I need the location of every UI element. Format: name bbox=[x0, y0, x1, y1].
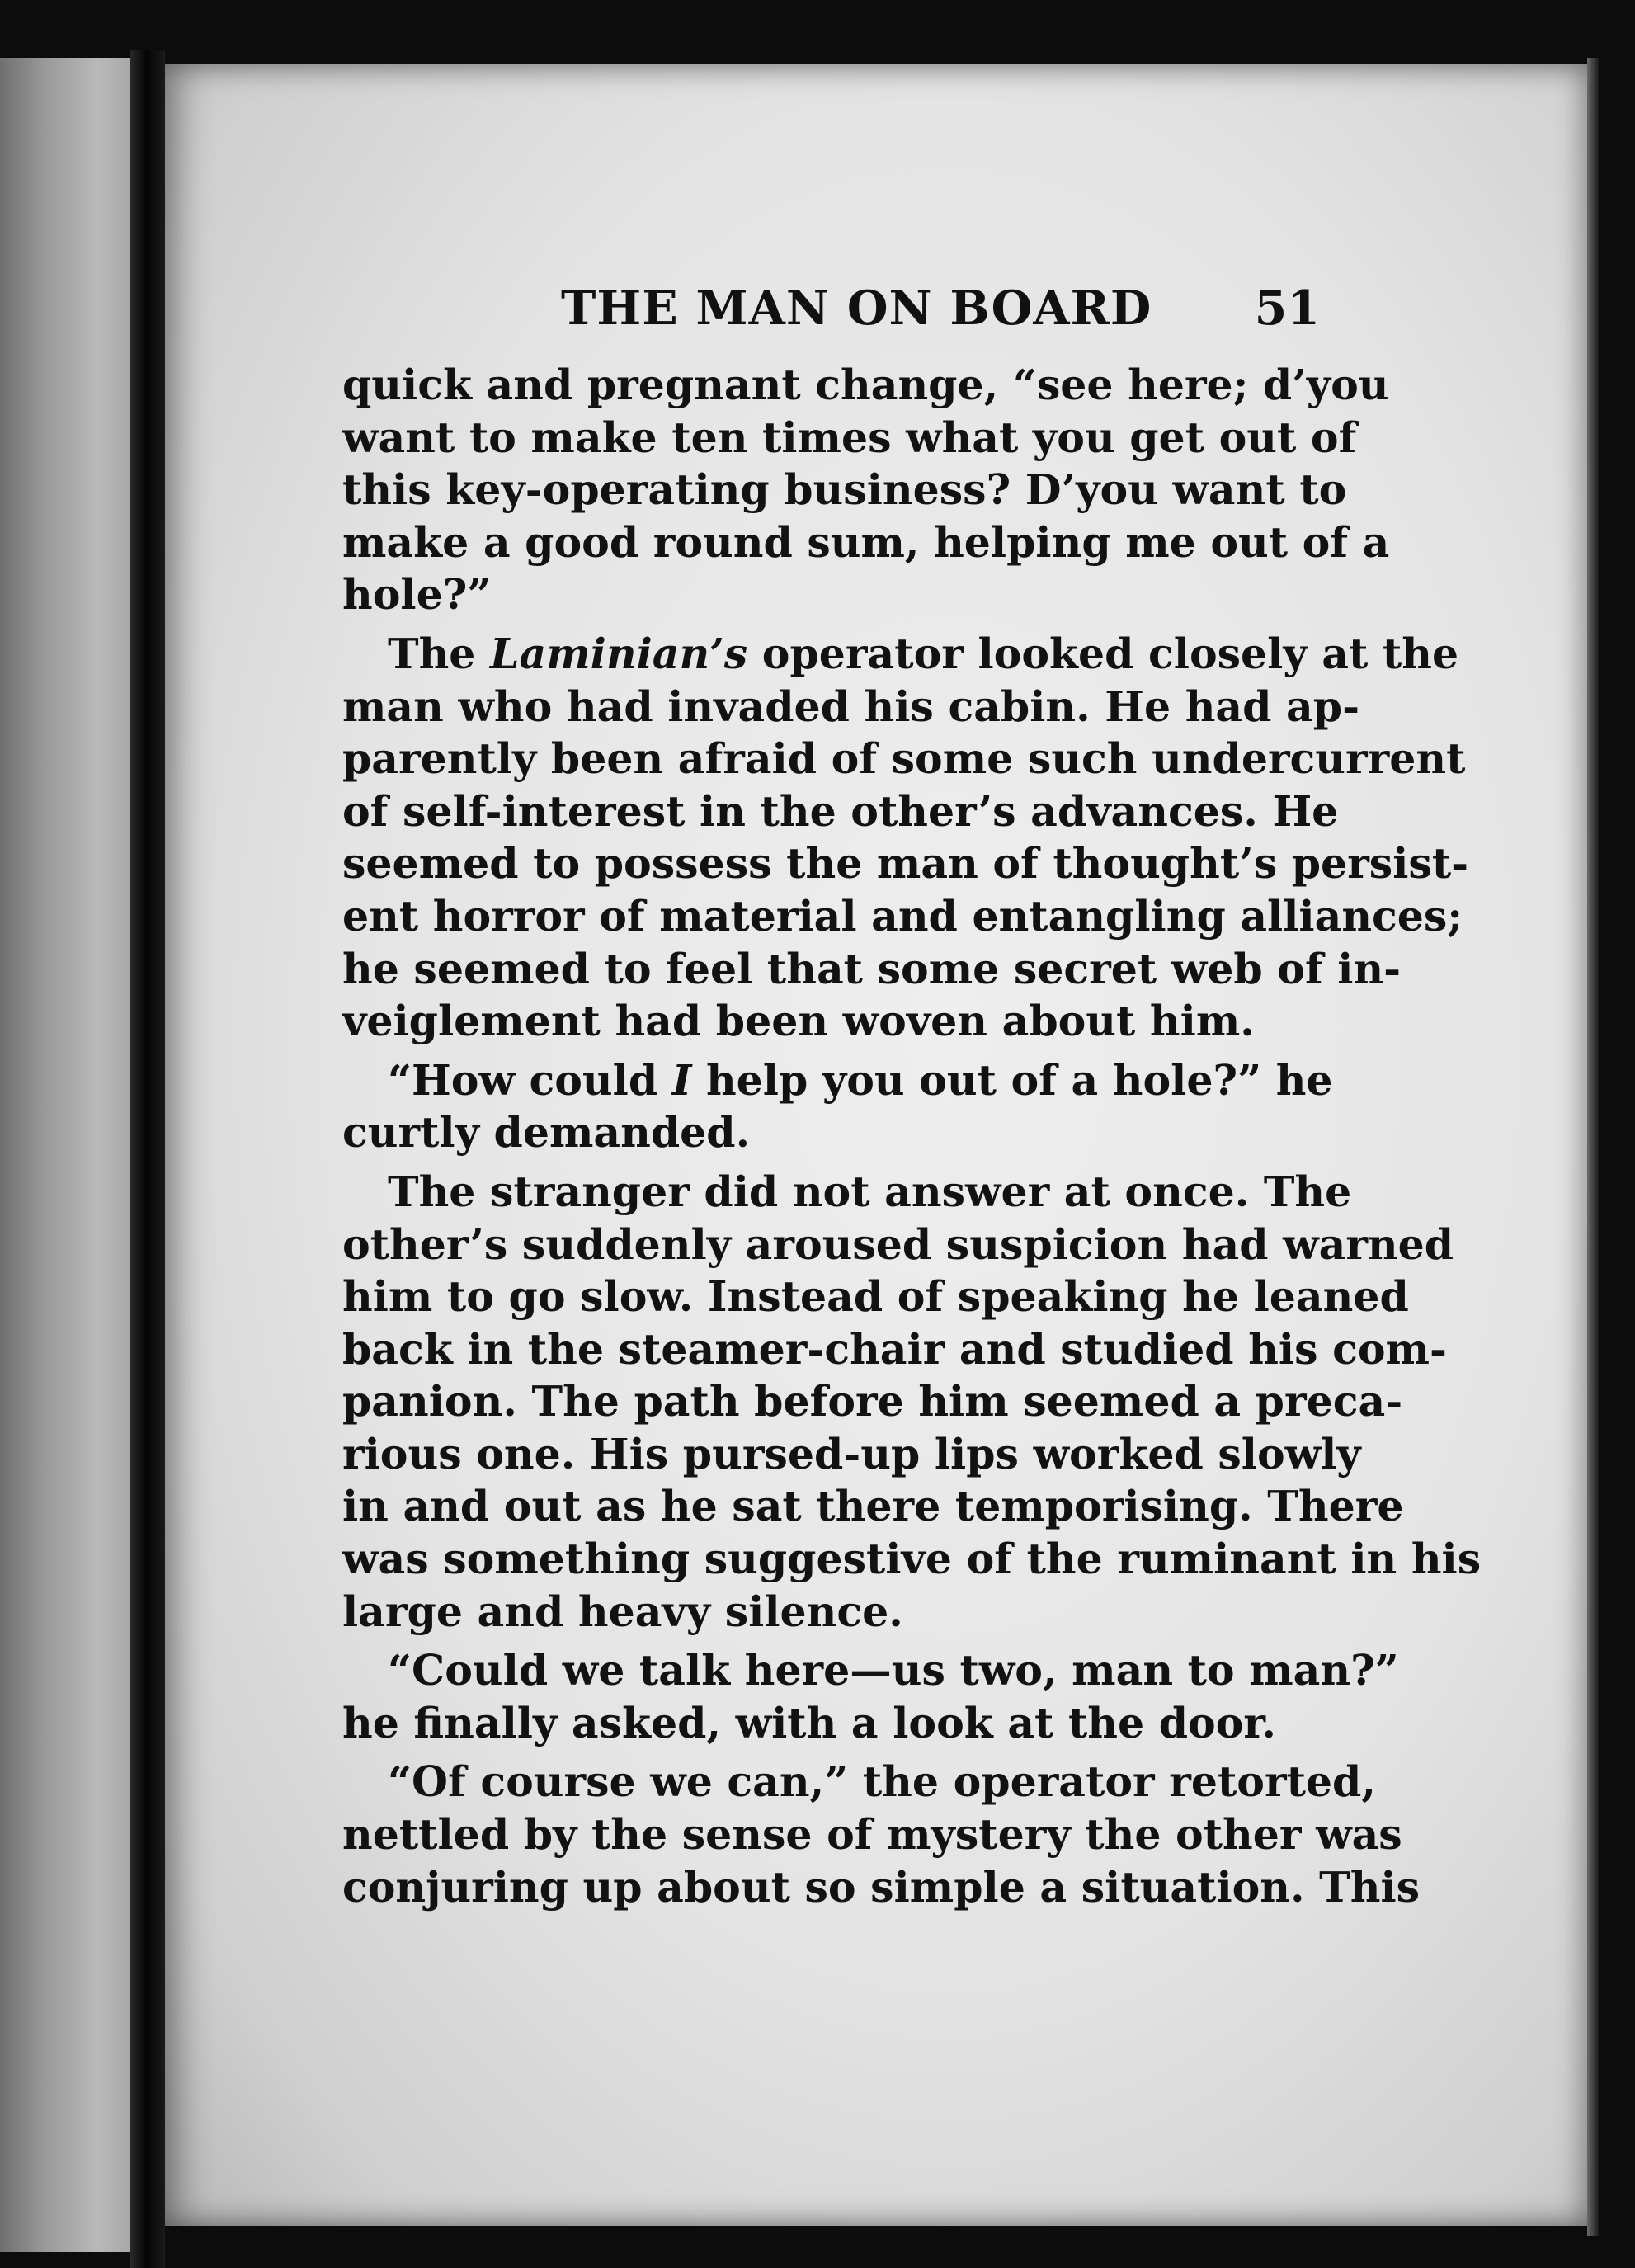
text-line: The Laminian’s operator looked closely at the bbox=[388, 629, 1459, 678]
text-line: large and heavy silence. bbox=[342, 1587, 903, 1636]
text-line: man who had invaded his cabin. He had ap- bbox=[342, 681, 1360, 731]
page-edge-shadow bbox=[1587, 58, 1599, 2236]
text-line: in and out as he sat there temporising. There bbox=[342, 1482, 1404, 1531]
text-line: parently been afraid of some such undercurrent bbox=[342, 734, 1466, 784]
text-line: panion. The path before him seemed a preca- bbox=[342, 1377, 1403, 1426]
text-line: curtly demanded. bbox=[342, 1108, 751, 1158]
text-line: The stranger did not answer at once. The bbox=[388, 1167, 1352, 1216]
text-line: other’s suddenly aroused suspicion had warned bbox=[342, 1219, 1454, 1269]
text-line: of self-interest in the other’s advances. He bbox=[342, 786, 1339, 836]
text-line: conjuring up about so simple a situation. This bbox=[342, 1862, 1421, 1912]
text-line: “How could I help you out of a hole?” he bbox=[388, 1055, 1333, 1105]
text-line: “Of course we can,” the operator retorted, bbox=[388, 1757, 1376, 1807]
page-number: 51 bbox=[1254, 281, 1320, 336]
facing-page-edge bbox=[0, 58, 130, 2252]
text-line: this key-operating business? D’you want to bbox=[342, 465, 1347, 515]
book-gutter bbox=[130, 50, 165, 2268]
text-line: “Could we talk here—us two, man to man?” bbox=[388, 1646, 1399, 1695]
text-line: hole?” bbox=[342, 570, 492, 620]
body-text bbox=[342, 359, 1482, 1913]
text-line: back in the steamer-chair and studied his com- bbox=[342, 1324, 1447, 1374]
text-line: him to go slow. Instead of speaking he leaned bbox=[342, 1272, 1409, 1322]
text-line: he seemed to feel that some secret web of in- bbox=[342, 944, 1402, 993]
text-line: quick and pregnant change, “see here; d’you bbox=[342, 361, 1389, 409]
text-line: want to make ten times what you get out of bbox=[342, 413, 1357, 462]
text-line: seemed to possess the man of thought’s persist- bbox=[342, 839, 1469, 889]
text-line: he finally asked, with a look at the door. bbox=[342, 1698, 1276, 1747]
text-line: nettled by the sense of mystery the other was bbox=[342, 1810, 1402, 1860]
text-line: veiglement had been woven about him. bbox=[342, 997, 1255, 1046]
running-head bbox=[396, 281, 1320, 347]
text-line: rious one. His pursed-up lips worked slowly bbox=[342, 1429, 1361, 1478]
text-line: ent horror of material and entangling alliances; bbox=[342, 891, 1463, 941]
text-line: make a good round sum, helping me out of a bbox=[342, 517, 1390, 567]
text-line: was something suggestive of the ruminant in his bbox=[342, 1535, 1482, 1584]
running-title: THE MAN ON BOARD bbox=[561, 281, 1152, 336]
